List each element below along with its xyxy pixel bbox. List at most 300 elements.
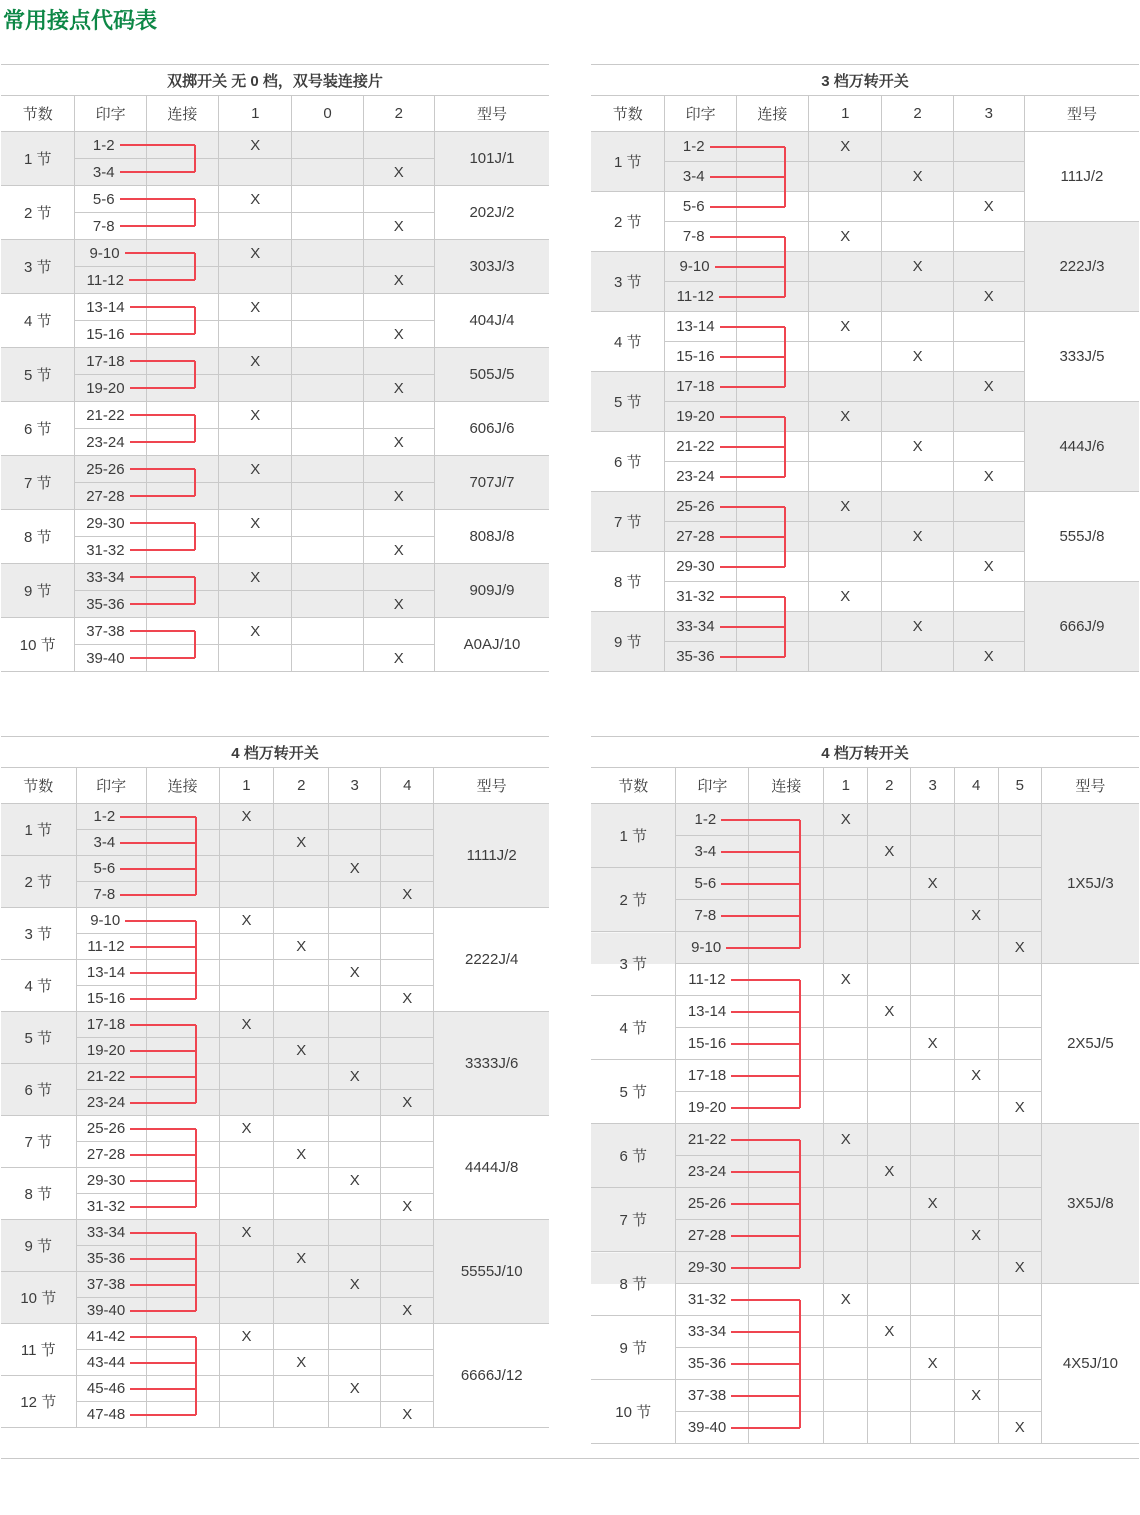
cell-empty [953, 342, 1024, 372]
cell-contact-x: X [219, 1116, 274, 1142]
cell-empty [219, 1168, 274, 1194]
column-header: 型号 [1041, 768, 1139, 804]
connection-line [720, 386, 736, 388]
connection-line [731, 1107, 748, 1109]
cell-connection-bracket [146, 645, 218, 672]
column-header: 印字 [76, 768, 146, 804]
cell-empty [954, 1156, 998, 1188]
print-label: 17-18 [86, 352, 125, 370]
connection-line [130, 1050, 145, 1052]
cell-print [76, 1324, 146, 1350]
cell-connection-bracket [146, 537, 218, 564]
print-label: 17-18 [676, 378, 715, 395]
cell-contact-x: X [363, 213, 434, 240]
cell-contact-x: X [363, 429, 434, 456]
cell-contact-x: X [219, 510, 292, 537]
print-label: 21-22 [687, 1131, 727, 1148]
cell-contact-x: X [329, 1376, 381, 1402]
cell-empty [953, 582, 1024, 612]
table-row [591, 222, 1139, 252]
connection-line [130, 387, 146, 389]
column-header: 1 [809, 96, 882, 132]
cell-empty [998, 900, 1041, 932]
cell-empty [824, 836, 868, 868]
print-label: 27-28 [676, 528, 715, 545]
cell-empty [824, 1188, 868, 1220]
cell-print [75, 132, 146, 159]
cell-empty [809, 462, 882, 492]
cell-empty [954, 1124, 998, 1156]
cell-empty [292, 186, 363, 213]
cell-empty [381, 1064, 434, 1090]
cell-print [665, 402, 736, 432]
cell-section-count: 3 节 [1, 908, 76, 960]
cell-print [76, 1350, 146, 1376]
cell-print [76, 1090, 146, 1116]
cell-empty [292, 618, 363, 645]
cell-contact-x: X [381, 1298, 434, 1324]
cell-empty [292, 240, 363, 267]
cell-empty [868, 964, 911, 996]
cell-empty [953, 522, 1024, 552]
cell-empty [219, 1272, 274, 1298]
cell-print [75, 591, 146, 618]
cell-contact-x: X [381, 986, 434, 1012]
cell-empty [998, 1156, 1041, 1188]
print-label: 25-26 [86, 460, 125, 478]
cell-contact-x: X [274, 830, 329, 856]
print-label: 19-20 [86, 379, 125, 397]
cell-contact-x: X [363, 267, 434, 294]
column-header: 2 [882, 96, 953, 132]
cell-connection-bracket [736, 162, 808, 192]
cell-section-count: 6 节 [591, 432, 665, 492]
cell-model-number: 2222J/4 [434, 908, 549, 1012]
column-header: 连接 [146, 96, 218, 132]
cell-connection-bracket [146, 483, 218, 510]
cell-contact-x: X [954, 1060, 998, 1092]
cell-empty [381, 1272, 434, 1298]
connection-line [130, 1076, 145, 1078]
cell-empty [953, 492, 1024, 522]
cell-print [665, 252, 736, 282]
cell-empty [329, 1246, 381, 1272]
cell-section-count: 1 节 [591, 804, 676, 868]
cell-empty [868, 932, 911, 964]
cell-empty [824, 1060, 868, 1092]
column-header: 5 [998, 768, 1041, 804]
cell-empty [824, 868, 868, 900]
cell-section-count: 10 节 [1, 1272, 76, 1324]
cell-section-count: 2 节 [1, 186, 75, 240]
print-label: 3-4 [92, 163, 115, 181]
connection-line [731, 1427, 748, 1429]
cell-empty [868, 1220, 911, 1252]
cell-empty [292, 375, 363, 402]
connection-line [731, 1203, 748, 1205]
cell-model-number: 505J/5 [434, 348, 549, 402]
table-row [1, 510, 549, 537]
connection-line [130, 657, 146, 659]
connection-line [721, 851, 748, 853]
cell-connection-bracket [146, 1324, 219, 1350]
table-caption: 4 档万转开关 [1, 737, 549, 768]
column-header: 印字 [665, 96, 736, 132]
cell-empty [219, 1142, 274, 1168]
column-header: 1 [219, 96, 292, 132]
cell-contact-x: X [219, 294, 292, 321]
cell-print [76, 882, 146, 908]
cell-empty [954, 996, 998, 1028]
column-header: 3 [953, 96, 1024, 132]
column-header: 型号 [1024, 96, 1139, 132]
cell-print [676, 1028, 749, 1060]
cell-empty [868, 1188, 911, 1220]
cell-empty [363, 186, 434, 213]
cell-empty [809, 162, 882, 192]
cell-empty [954, 1412, 998, 1444]
cell-connection-bracket [146, 132, 218, 159]
cell-connection-bracket [736, 612, 808, 642]
cell-contact-x: X [911, 868, 954, 900]
cell-connection-bracket [146, 1376, 219, 1402]
print-label: 11-12 [87, 938, 125, 955]
print-label: 31-32 [86, 1198, 126, 1215]
cell-print [76, 1402, 146, 1428]
cell-empty [882, 372, 953, 402]
cell-empty [292, 564, 363, 591]
cell-contact-x: X [882, 162, 953, 192]
cell-contact-x: X [329, 856, 381, 882]
cell-empty [911, 1284, 954, 1316]
print-label: 7-8 [92, 217, 115, 235]
cell-contact-x: X [911, 1348, 954, 1380]
cell-connection-bracket [749, 804, 824, 836]
connection-line [726, 947, 748, 949]
cell-empty [329, 882, 381, 908]
cell-empty [381, 830, 434, 856]
print-label: 29-30 [86, 1172, 126, 1189]
cell-section-count: 4 节 [1, 960, 76, 1012]
connection-line [731, 1075, 748, 1077]
cell-empty [274, 1324, 329, 1350]
cell-print [76, 1376, 146, 1402]
column-header: 0 [292, 96, 363, 132]
table-row [1, 564, 549, 591]
cell-empty [868, 1252, 911, 1284]
connection-line [130, 360, 146, 362]
cell-contact-x: X [219, 186, 292, 213]
cell-model-number: 5555J/10 [434, 1220, 549, 1324]
cell-empty [219, 934, 274, 960]
cell-contact-x: X [824, 1284, 868, 1316]
connection-line [720, 506, 736, 508]
cell-contact-x: X [329, 1272, 381, 1298]
cell-empty [219, 213, 292, 240]
cell-print [76, 1142, 146, 1168]
cell-empty [911, 1316, 954, 1348]
print-label: 35-36 [86, 595, 125, 613]
connection-line [710, 176, 736, 178]
cell-contact-x: X [953, 282, 1024, 312]
connection-line [120, 894, 145, 896]
page-title: 常用接点代码表 [3, 8, 158, 33]
cell-empty [953, 162, 1024, 192]
cell-connection-bracket [146, 1168, 219, 1194]
cell-contact-x: X [954, 900, 998, 932]
cell-contact-x: X [329, 960, 381, 986]
connection-line [120, 225, 146, 227]
cell-section-count: 8 节 [1, 510, 75, 564]
cell-section-count: 8 节 [1, 1168, 76, 1220]
cell-empty [274, 1168, 329, 1194]
cell-empty [998, 964, 1041, 996]
print-label: 13-14 [86, 298, 125, 316]
cell-print [75, 618, 146, 645]
cell-empty [329, 986, 381, 1012]
cell-empty [953, 222, 1024, 252]
cell-connection-bracket [736, 552, 808, 582]
column-header: 节数 [1, 96, 75, 132]
print-label: 13-14 [687, 1003, 727, 1020]
cell-empty [219, 645, 292, 672]
cell-contact-x: X [381, 1194, 434, 1220]
cell-empty [998, 804, 1041, 836]
print-label: 39-40 [86, 1302, 126, 1319]
cell-contact-x: X [274, 934, 329, 960]
connection-line [130, 1414, 145, 1416]
cell-connection-bracket [146, 1038, 219, 1064]
cell-empty [329, 1012, 381, 1038]
cell-connection-bracket [146, 934, 219, 960]
cell-empty [381, 1246, 434, 1272]
cell-model-number: 222J/3 [1024, 222, 1139, 312]
cell-print [676, 1348, 749, 1380]
connection-line [130, 1310, 145, 1312]
cell-contact-x: X [953, 462, 1024, 492]
cell-empty [824, 1028, 868, 1060]
cell-connection-bracket [749, 1092, 824, 1124]
cell-print [76, 908, 146, 934]
cell-section-count: 7 节 [591, 1188, 676, 1252]
print-label: 27-28 [687, 1227, 727, 1244]
cell-empty [274, 1298, 329, 1324]
cell-connection-bracket [146, 1064, 219, 1090]
connection-line [720, 416, 736, 418]
cell-section-count: 6 节 [1, 402, 75, 456]
print-label: 27-28 [86, 487, 125, 505]
cell-connection-bracket [749, 900, 824, 932]
cell-empty [274, 1064, 329, 1090]
cell-print [76, 1038, 146, 1064]
print-label: 7-8 [694, 907, 717, 924]
cell-contact-x: X [219, 908, 274, 934]
cell-contact-x: X [219, 348, 292, 375]
cell-contact-x: X [882, 612, 953, 642]
table-row [1, 348, 549, 375]
cell-section-count: 9 节 [591, 1316, 676, 1380]
cell-empty [219, 1376, 274, 1402]
cell-print [665, 582, 736, 612]
column-header: 1 [219, 768, 274, 804]
cell-print [665, 372, 736, 402]
cell-empty [998, 1220, 1041, 1252]
print-label: 5-6 [682, 198, 705, 215]
cell-print [676, 932, 749, 964]
print-label: 31-32 [676, 588, 715, 605]
cell-connection-bracket [146, 618, 218, 645]
cell-print [75, 537, 146, 564]
cell-connection-bracket [736, 372, 808, 402]
cell-empty [219, 1246, 274, 1272]
cell-connection-bracket [749, 1284, 824, 1316]
cell-connection-bracket [146, 1142, 219, 1168]
print-label: 35-36 [687, 1355, 727, 1372]
cell-empty [998, 1380, 1041, 1412]
cell-empty [292, 483, 363, 510]
cell-empty [329, 934, 381, 960]
cell-empty [219, 1194, 274, 1220]
cell-contact-x: X [882, 432, 953, 462]
cell-empty [911, 996, 954, 1028]
cell-connection-bracket [146, 1402, 219, 1428]
print-label: 25-26 [687, 1195, 727, 1212]
connection-line [120, 144, 146, 146]
print-label: 33-34 [676, 618, 715, 635]
cell-empty [809, 612, 882, 642]
cell-contact-x: X [953, 552, 1024, 582]
cell-connection-bracket [146, 1298, 219, 1324]
cell-connection-bracket [146, 882, 219, 908]
cell-connection-bracket [146, 986, 219, 1012]
cell-print [676, 1284, 749, 1316]
cell-empty [329, 1324, 381, 1350]
connection-line [130, 1284, 145, 1286]
cell-print [75, 294, 146, 321]
cell-empty [292, 456, 363, 483]
connection-line [731, 1011, 748, 1013]
cell-connection-bracket [749, 996, 824, 1028]
cell-print [676, 1156, 749, 1188]
cell-contact-x: X [219, 456, 292, 483]
cell-print [665, 462, 736, 492]
cell-empty [911, 1092, 954, 1124]
cell-empty [274, 1376, 329, 1402]
cell-empty [219, 483, 292, 510]
cell-contact-x: X [381, 1402, 434, 1428]
cell-connection-bracket [749, 1380, 824, 1412]
cell-empty [954, 1284, 998, 1316]
column-header: 4 [381, 768, 434, 804]
cell-contact-x: X [868, 996, 911, 1028]
connection-line [130, 1336, 145, 1338]
cell-empty [911, 1252, 954, 1284]
cell-connection-bracket [749, 1124, 824, 1156]
cell-empty [381, 1220, 434, 1246]
cell-empty [911, 964, 954, 996]
cell-connection-bracket [146, 1220, 219, 1246]
print-label: 31-32 [86, 541, 125, 559]
connection-line [731, 1331, 748, 1333]
print-label: 35-36 [676, 648, 715, 665]
cell-section-count: 9 节 [591, 612, 665, 672]
cell-empty [329, 908, 381, 934]
cell-connection-bracket [749, 964, 824, 996]
cell-empty [363, 132, 434, 159]
cell-contact-x: X [998, 1412, 1041, 1444]
cell-empty [868, 1380, 911, 1412]
cell-print [676, 1220, 749, 1252]
cell-empty [381, 1376, 434, 1402]
connection-line [731, 1267, 748, 1269]
cell-contact-x: X [953, 372, 1024, 402]
print-label: 5-6 [694, 875, 717, 892]
cell-empty [809, 522, 882, 552]
cell-print [665, 342, 736, 372]
print-label: 29-30 [676, 558, 715, 575]
cell-print [676, 1188, 749, 1220]
connection-line [130, 333, 146, 335]
cell-print [665, 282, 736, 312]
cell-print [76, 960, 146, 986]
cell-contact-x: X [219, 1220, 274, 1246]
connection-line [720, 566, 736, 568]
cell-empty [363, 240, 434, 267]
cell-empty [363, 402, 434, 429]
cell-empty [868, 1284, 911, 1316]
cell-model-number: 6666J/12 [434, 1324, 549, 1428]
cell-print [76, 1116, 146, 1142]
cell-empty [329, 1090, 381, 1116]
cell-model-number: 2X5J/5 [1041, 964, 1139, 1124]
cell-print [676, 1060, 749, 1092]
cell-empty [882, 402, 953, 432]
cell-empty [998, 1348, 1041, 1380]
cell-print [76, 1194, 146, 1220]
cell-print [76, 1064, 146, 1090]
cell-model-number: 3X5J/8 [1041, 1124, 1139, 1284]
cell-print [676, 996, 749, 1028]
table-caption: 双掷开关 无 0 档，双号装连接片 [1, 65, 549, 96]
table-row [591, 132, 1139, 162]
cell-print [75, 483, 146, 510]
cell-empty [953, 132, 1024, 162]
cell-connection-bracket [146, 960, 219, 986]
cell-empty [381, 1012, 434, 1038]
cell-empty [329, 1142, 381, 1168]
cell-empty [953, 312, 1024, 342]
bottom-divider [1, 1458, 1139, 1468]
cell-section-count: 4 节 [1, 294, 75, 348]
cell-empty [868, 804, 911, 836]
cell-connection-bracket [146, 186, 218, 213]
cell-empty [274, 1220, 329, 1246]
cell-contact-x: X [363, 645, 434, 672]
cell-connection-bracket [749, 1060, 824, 1092]
cell-connection-bracket [146, 375, 218, 402]
cell-empty [911, 836, 954, 868]
cell-contact-x: X [219, 1012, 274, 1038]
column-header: 4 [954, 768, 998, 804]
print-label: 19-20 [687, 1099, 727, 1116]
cell-section-count: 10 节 [1, 618, 75, 672]
print-label: 37-38 [687, 1387, 727, 1404]
cell-connection-bracket [749, 836, 824, 868]
cell-empty [868, 1124, 911, 1156]
connection-line [720, 326, 736, 328]
cell-connection-bracket [749, 1028, 824, 1060]
cell-empty [292, 294, 363, 321]
